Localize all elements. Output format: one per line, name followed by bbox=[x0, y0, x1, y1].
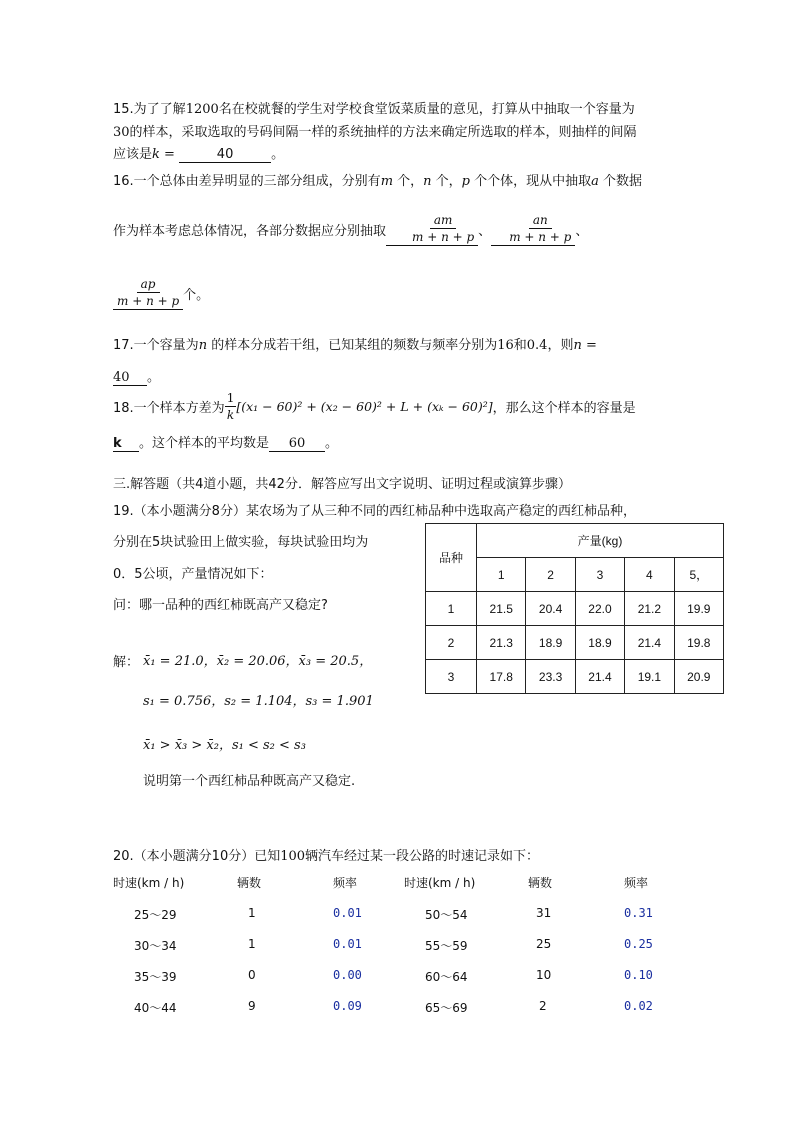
count-cell: 9 bbox=[248, 999, 256, 1013]
q18-line-1: 18.一个样本方差为 $\frac{1}{k}$ [(x₁ − 60)² + (x₂ − 60)² + L + (xₖ − 60)²] ，那么这个样本的容量是 bbox=[113, 391, 636, 422]
q16-blank-2: $\frac{an}{m + n + p}$ bbox=[491, 212, 575, 246]
q16-blank-1: $\frac{am}{m + n + p}$ bbox=[386, 212, 478, 246]
yield-cell: 23.3 bbox=[526, 660, 575, 694]
q19-line-2: 分别在5块试验田上做实验，每块试验田均为 bbox=[113, 535, 369, 550]
count-cell: 1 bbox=[248, 906, 256, 920]
yield-cell: 19.1 bbox=[625, 660, 674, 694]
q18-size-blank: k bbox=[113, 436, 139, 452]
q16-blank-3: $\frac{ap}{m + n + p}$ bbox=[113, 276, 183, 310]
count-header-2: 辆数 bbox=[528, 876, 553, 890]
freq-header-2: 频率 bbox=[624, 876, 649, 890]
plot-header: 5， bbox=[674, 558, 723, 592]
yield-cell: 22.0 bbox=[575, 592, 624, 626]
count-cell: 1 bbox=[248, 937, 256, 951]
variety-cell: 3 bbox=[426, 660, 477, 694]
q16-line-3: $\frac{ap}{m + n + p}$ 个。 bbox=[113, 276, 209, 310]
q19-comparison: x̄₁ > x̄₃ > x̄₂，s₁ < s₂ < s₃ bbox=[143, 738, 306, 753]
count-header: 辆数 bbox=[237, 876, 262, 890]
count-cell: 2 bbox=[539, 999, 547, 1013]
yield-cell: 20.4 bbox=[526, 592, 575, 626]
q18-variance-formula: [(x₁ − 60)² + (x₂ − 60)² + L + (xₖ − 60)²] bbox=[236, 399, 493, 414]
variety-cell: 2 bbox=[426, 626, 477, 660]
q19-means: x̄₁ = 21.0，x̄₂ = 20.06，x̄₃ = 20.5， bbox=[143, 654, 373, 669]
yield-cell: 19.9 bbox=[674, 592, 723, 626]
yield-cell: 21.3 bbox=[477, 626, 526, 660]
plot-header: 3 bbox=[575, 558, 624, 592]
freq-cell: 0.01 bbox=[333, 937, 362, 951]
q17-answer-blank: 40 bbox=[113, 370, 147, 386]
q15-line-1: 15.为了了解1200名在校就餐的学生对学校食堂饭菜质量的意见，打算从中抽取一个容量为 bbox=[113, 102, 635, 117]
yield-cell: 17.8 bbox=[477, 660, 526, 694]
yield-cell: 21.2 bbox=[625, 592, 674, 626]
count-cell: 0 bbox=[248, 968, 256, 982]
q19-question: 问：哪一品种的西红柿既高产又稳定? bbox=[113, 598, 328, 613]
q17-line-1: 17.一个容量为n 的样本分成若干组，已知某组的频数与频率分别为16和0.4，则n = bbox=[113, 338, 597, 353]
count-cell: 25 bbox=[536, 937, 552, 951]
variety-cell: 1 bbox=[426, 592, 477, 626]
yield-cell: 18.9 bbox=[575, 626, 624, 660]
speed-cell: 40～44 bbox=[134, 1001, 177, 1015]
yield-cell: 21.4 bbox=[575, 660, 624, 694]
q19-line-3: 0．5公顷，产量情况如下： bbox=[113, 567, 273, 582]
freq-header: 频率 bbox=[333, 876, 358, 890]
freq-cell: 0.01 bbox=[333, 906, 362, 920]
table-row bbox=[426, 660, 724, 694]
q16-line-1: 16.一个总体由差异明显的三部分组成，分别有m 个，n 个，p 个个体，现从中抽取a 个数据 bbox=[113, 174, 643, 189]
freq-cell: 0.02 bbox=[624, 999, 653, 1013]
freq-cell: 0.00 bbox=[333, 968, 362, 982]
speed-cell: 50～54 bbox=[425, 908, 468, 922]
yield-cell: 18.9 bbox=[526, 626, 575, 660]
speed-cell: 65～69 bbox=[425, 1001, 468, 1015]
q18-mean-blank: 60 bbox=[269, 436, 325, 452]
q15-line-3: 应该是k = 40 。 bbox=[113, 147, 285, 162]
plot-header: 4 bbox=[625, 558, 674, 592]
q19-solution-label: 解： bbox=[113, 655, 140, 670]
yield-table bbox=[425, 523, 724, 694]
q19-line-1: 19.（本小题满分8分）某农场为了从三种不同的西红柿品种中选取高产稳定的西红柿品种， bbox=[113, 504, 636, 519]
freq-cell: 0.09 bbox=[333, 999, 362, 1013]
freq-cell: 0.31 bbox=[624, 906, 653, 920]
q15-line-2: 30的样本，采取选取的号码间隔一样的系统抽样的方法来确定所选取的样本，则抽样的间隔 bbox=[113, 125, 637, 140]
header-yield: 产量(kg) bbox=[477, 524, 724, 558]
speed-cell: 55～59 bbox=[425, 939, 468, 953]
speed-cell: 30～34 bbox=[134, 939, 177, 953]
yield-cell: 19.8 bbox=[674, 626, 723, 660]
q16-line-2: 作为样本考虑总体情况，各部分数据应分别抽取 $\frac{am}{m + n + p}$ 、 $\frac{an}{m + n + p}$ 、 bbox=[113, 213, 589, 244]
q19-std-devs: s₁ = 0.756，s₂ = 1.104，s₃ = 1.901 bbox=[143, 694, 374, 709]
q19-conclusion: 说明第一个西红柿品种既高产又稳定. bbox=[143, 774, 356, 789]
q20-line-1: 20.（本小题满分10分）已知100辆汽车经过某一段公路的时速记录如下： bbox=[113, 849, 540, 864]
freq-cell: 0.25 bbox=[624, 937, 653, 951]
section-3-title: 三.解答题（共4道小题，共42分．解答应写出文字说明、证明过程或演算步骤） bbox=[113, 477, 571, 492]
speed-cell: 25～29 bbox=[134, 908, 177, 922]
q15-answer-blank: 40 bbox=[179, 147, 271, 163]
table-row bbox=[426, 592, 724, 626]
q17-line-2: 40 。 bbox=[113, 370, 161, 385]
plot-header: 2 bbox=[526, 558, 575, 592]
speed-cell: 60～64 bbox=[425, 970, 468, 984]
plot-header: 1 bbox=[477, 558, 526, 592]
yield-cell: 20.9 bbox=[674, 660, 723, 694]
speed-header-2: 时速(km / h) bbox=[404, 876, 476, 890]
table-row bbox=[426, 626, 724, 660]
speed-header: 时速(km / h) bbox=[113, 876, 185, 890]
yield-cell: 21.5 bbox=[477, 592, 526, 626]
header-variety: 品种 bbox=[426, 524, 477, 592]
yield-cell: 21.4 bbox=[625, 626, 674, 660]
count-cell: 10 bbox=[536, 968, 552, 982]
speed-cell: 35～39 bbox=[134, 970, 177, 984]
freq-cell: 0.10 bbox=[624, 968, 653, 982]
count-cell: 31 bbox=[536, 906, 552, 920]
q18-line-2: k 。这个样本的平均数是 60 。 bbox=[113, 436, 339, 451]
